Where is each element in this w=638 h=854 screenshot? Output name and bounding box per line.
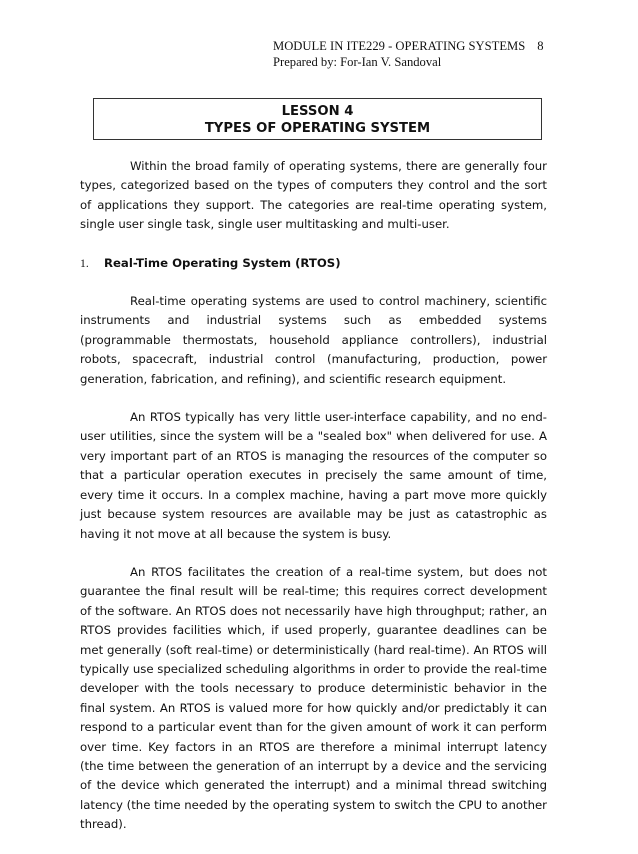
section-heading (80, 254, 547, 273)
lesson-title: TYPES OF OPERATING SYSTEM (204, 121, 431, 136)
page-header (273, 38, 573, 70)
lesson-title-box (93, 98, 542, 140)
header-line-1 (273, 38, 573, 54)
author-line: Prepared by: For-Ian V. Sandoval (273, 55, 442, 69)
section-number: 1. (80, 256, 89, 270)
body-paragraph: An RTOS facilitates the creation of a real-time system, but does not guarantee the final result will be real-time; this requires correct development of the software. An RTOS does not necessarily have high throughput; rather, an RTOS provides facilities which, if used properly, guarantee deadlines can be met generally (soft real-time) or deterministically (hard real-time). An RTOS will typically use specialized scheduling algorithms in order to provide the real-time developer with the tools necessary to produce deterministic behavior in the final system. An RTOS is valued more for how quickly and/or predictably it can respond to a particular event than for the given amount of work it can perform over time. Key factors in an RTOS are therefore a minimal interrupt latency (the time between the generation of an interrupt by a device and the servicing of the device which generated the interrupt) and a minimal thread switching latency (the time needed by the operating system to switch the CPU to another thread). (80, 564, 547, 832)
document-body (80, 157, 547, 854)
lesson-number: LESSON 4 (281, 104, 354, 119)
body-paragraph: Real-time operating systems are used to control machinery, scientific instruments and industrial systems such as embedded systems (programmable thermostats, household appliance controllers), industrial robots, spacecraft, industrial control (manufacturing, production, power generation, fabrication, and refining), and scientific research equipment. (80, 294, 547, 386)
intro-paragraph: Within the broad family of operating systems, there are generally four types, categorized based on the types of computers they control and the sort of applications they support. The categories are real-time operating system, single user single task, single user multitasking and multi-user. (80, 159, 547, 232)
page-number: 8 (537, 39, 544, 53)
module-title: MODULE IN ITE229 - OPERATING SYSTEMS (273, 39, 526, 53)
body-paragraph: An RTOS typically has very little user-interface capability, and no end-user utilities, since the system will be a "sealed box" when delivered for use. A very important part of an RTOS is managing the resources of the computer so that a particular operation executes in precisely the same amount of time, every time it occurs. In a complex machine, having a part move more quickly just because system resources are available may be just as catastrophic as having it not move at all because the system is busy. (80, 410, 547, 541)
section-title: Real-Time Operating System (RTOS) (104, 255, 341, 270)
